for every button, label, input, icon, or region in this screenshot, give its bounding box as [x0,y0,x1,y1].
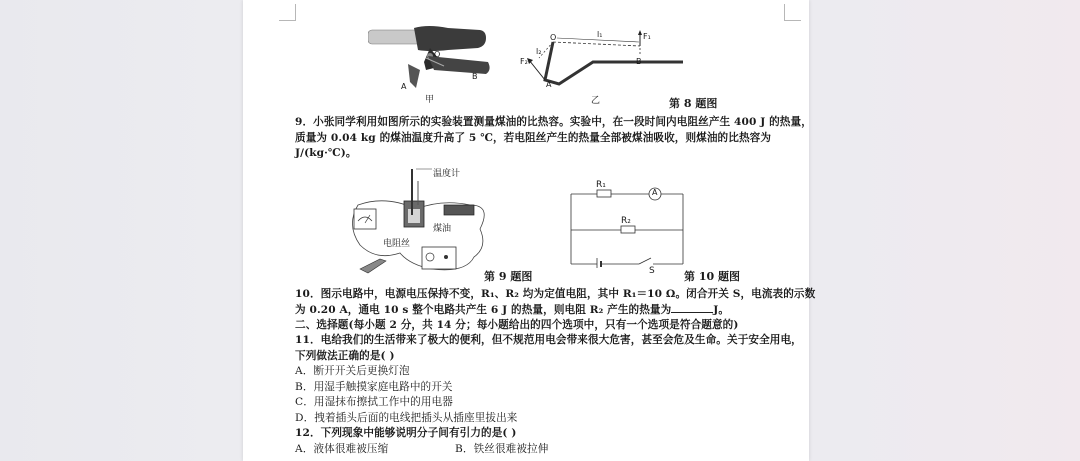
fig10-caption: 第 10 题图 [684,270,740,283]
q10-answer-blank[interactable] [671,302,713,313]
fig8-caption: 第 8 题图 [669,97,718,110]
fig8-point-a-left: A [401,82,407,91]
fig8-point-a-right: A [546,80,552,89]
fig9-thermometer-label: 温度计 [433,169,461,179]
q10-line-1: 10．图示电路中，电源电压保持不变，R₁、R₂ 均为定值电阻，其中 R₁＝10 Ω。闭合开关 S，电流表的示数 [295,288,816,300]
q9-line-2: 质量为 0.04 kg 的煤油温度升高了 5 ℃，若电阻丝产生的热量全部被煤油吸收，则煤油的比热容为 [295,132,772,144]
fig9-apparatus [346,165,496,277]
q11-stem-1: 11．电给我们的生活带来了极大的便利，但不规范用电会带来很大危害，甚至会危及生命。关于安全用电， [295,334,802,346]
fig10-circuit [569,184,687,268]
q9-line-3: J/(kg·℃)。 [295,147,357,159]
fig10-r1-label: R₁ [596,180,606,190]
q11-option-c: C．用湿抹布擦拭工作中的用电器 [295,396,453,408]
section-2-heading: 二、选择题(每小题 2 分，共 14 分；每小题给出的四个选项中，只有一个选项是符合题意的) [295,319,739,331]
q12-option-a: A．液体很难被压缩 [295,443,389,455]
fig9-kerosene-label: 煤油 [433,224,452,234]
q11-option-d: D．拽着插头后面的电线把插头从插座里拔出来 [295,412,518,424]
document-page [243,0,816,461]
fig10-switch-label: S [649,266,655,276]
q12-option-b: B．铁丝很难被拉伸 [455,443,549,455]
fig8-point-b-left: B [472,72,478,81]
fig8-point-o-left: O [434,50,441,59]
fig9-wire-label: 电阻丝 [383,239,411,249]
q11-option-b: B．用湿手触摸家庭电路中的开关 [295,381,453,393]
crop-mark-top-left [279,4,296,21]
q9-line-1: 9．小张同学利用如图所示的实验装置测量煤油的比热容。实验中，在一段时间内电阻丝产生 400 J 的热量， [295,116,812,128]
q10-line-2-text: 为 0.20 A，通电 10 s 整个电路共产生 6 J 的热量，则电阻 R₂ 产生的热量为 [295,304,672,316]
fig8-point-b-right: B [636,57,642,66]
fig10-ammeter-label: A [652,188,658,197]
fig8-arm-l2: l₂ [536,47,542,56]
fig8-left-label: 甲 [425,95,435,105]
fig9-caption: 第 9 题图 [484,270,533,283]
q11-stem-2: 下列做法正确的是( ) [295,350,395,362]
q11-option-a: A．断开开关后更换灯泡 [295,365,410,377]
q10-line-2-unit: J。 [713,304,730,316]
q12-stem: 12．下列现象中能够说明分子间有引力的是( ) [295,427,517,439]
fig8-force-f2: F₂ [520,57,528,66]
fig10-r2-label: R₂ [621,216,631,226]
q10-line-2 [295,302,795,318]
crop-mark-top-right [784,4,801,21]
fig8-arm-l1: l₁ [597,30,603,39]
fig8-force-f1: F₁ [643,32,651,41]
fig8-right-label: 乙 [591,96,601,106]
fig8-point-o-right: O [550,33,557,42]
